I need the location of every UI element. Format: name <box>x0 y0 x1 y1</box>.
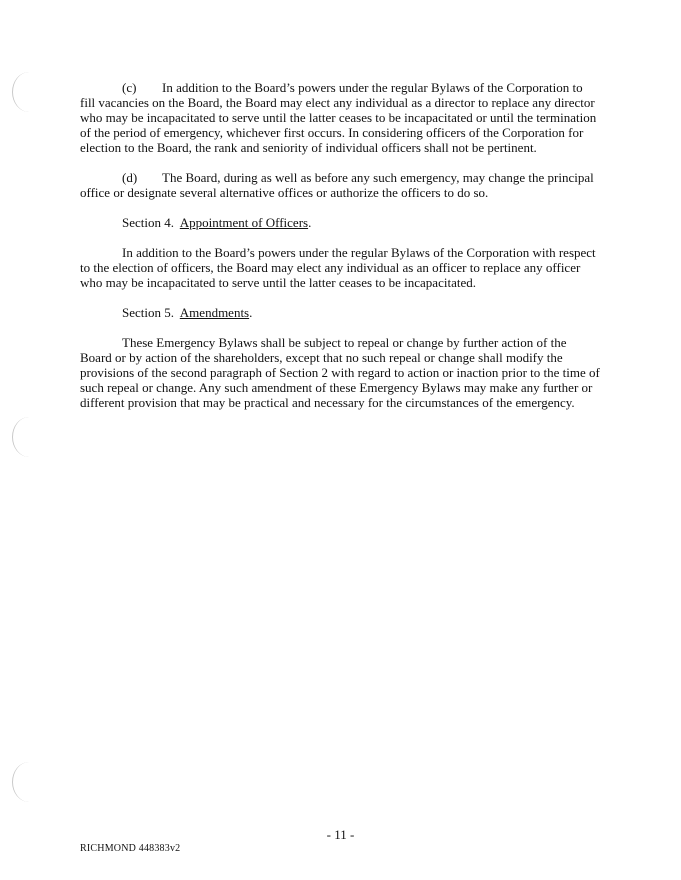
section-4-title: Appointment of Officers <box>179 215 309 230</box>
section-5-heading: Section 5. Amendments. <box>122 305 253 320</box>
section-5-number: Section 5. <box>122 305 174 320</box>
punch-hole-bottom <box>12 762 46 802</box>
section-5-text: These Emergency Bylaws shall be subject to repeal or change by further action of the Board or by action of the shareholders, except that no such repeal or change shall modify the provisions of the second paragraph of Section 2 with regard to action or inaction prior to the time of such repeal or change. Any such amendment of these Emergency Bylaws may make any further or different provision that may be practical and necessary for the circumstances of the emergency. <box>80 335 600 410</box>
paragraph-c-text: In addition to the Board’s powers under the regular Bylaws of the Corporation to fill vacancies on the Board, the Board may elect any individual as a director to replace any director who may be incapacitated to serve until the latter ceases to be incapacitated or until the termination of the period of emergency, whichever first occurs. In considering officers of the Corporation for election to the Board, the rank and seniority of individual officers shall not be pertinent. <box>80 80 597 155</box>
punch-hole-top <box>12 72 46 112</box>
document-body <box>80 80 600 425</box>
section-4-body <box>80 245 600 290</box>
paragraph-d-label: (d) <box>122 170 138 185</box>
paragraph-d-text: The Board, during as well as before any such emergency, may change the principal office or designate several alternative offices or authorize the officers to do so. <box>80 170 594 200</box>
section-5-body <box>80 335 600 410</box>
document-id: RICHMOND 448383v2 <box>80 843 181 854</box>
paragraph-d <box>80 170 600 200</box>
section-5-title: Amendments <box>179 305 250 320</box>
section-4-text: In addition to the Board’s powers under the regular Bylaws of the Corporation with respect to the election of officers, the Board may elect any individual as an officer to replace any officer who may be incapacitated to serve until the latter ceases to be incapacitated. <box>80 245 596 290</box>
paragraph-c <box>80 80 600 155</box>
section-4-heading: Section 4. Appointment of Officers. <box>122 215 312 230</box>
paragraph-c-label: (c) <box>122 80 137 95</box>
punch-hole-middle <box>12 417 46 457</box>
page-number: - 11 - <box>326 827 355 842</box>
section-4-number: Section 4. <box>122 215 174 230</box>
